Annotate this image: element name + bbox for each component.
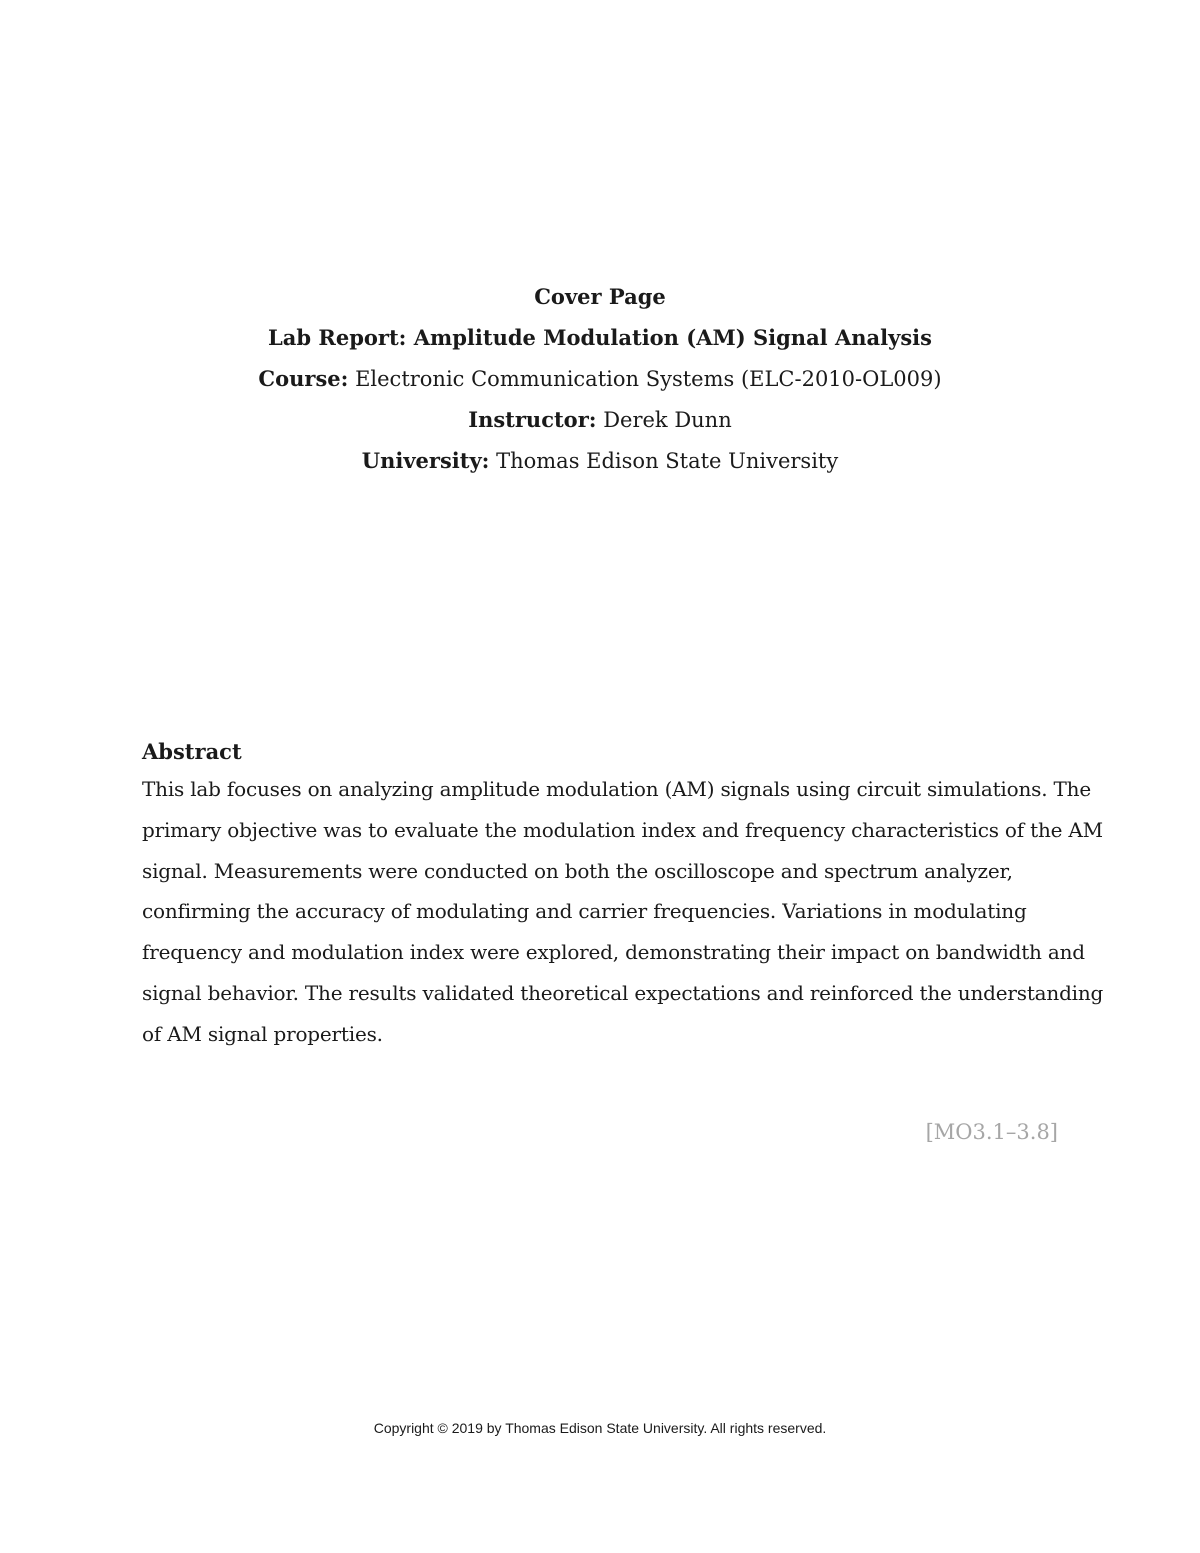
copyright-footer: Copyright © 2019 by Thomas Edison State University. All rights reserved. (373, 1420, 827, 1436)
abstract-body (142, 769, 1104, 1055)
abstract-line: signal behavior. The results validated theoretical expectations and reinforced the understanding (142, 980, 1104, 1005)
abstract-line: signal. Measurements were conducted on both the oscilloscope and spectrum analyzer, (142, 858, 1013, 883)
cover-title: Cover Page (534, 284, 666, 309)
abstract-heading: Abstract (142, 739, 242, 764)
instructor-label: Instructor: (468, 407, 597, 432)
university-line (0, 440, 1200, 481)
instructor-value: Derek Dunn (596, 408, 732, 432)
instructor-line (0, 399, 1200, 440)
university-label: University: (361, 448, 490, 473)
abstract-line: frequency and modulation index were explored, demonstrating their impact on bandwidth and (142, 940, 1085, 965)
course-value: Electronic Communication Systems (ELC-2010-OL009) (348, 367, 942, 391)
university-value: Thomas Edison State University (489, 449, 839, 473)
abstract-line: primary objective was to evaluate the modulation index and frequency characteristics of the AM (142, 817, 1103, 842)
abstract-line: This lab focuses on analyzing amplitude modulation (AM) signals using circuit simulations. The (142, 777, 1091, 801)
abstract-section (142, 735, 1104, 1055)
abstract-line: confirming the accuracy of modulating and carrier frequencies. Variations in modulating (142, 899, 1027, 924)
abstract-line: of AM signal properties. (142, 1021, 383, 1046)
course-line (0, 358, 1200, 399)
module-outcome-reference: [MO3.1–3.8] (925, 1120, 1058, 1144)
cover-section (0, 276, 1200, 481)
course-label: Course: (258, 366, 349, 391)
report-title: Lab Report: Amplitude Modulation (AM) Signal Analysis (268, 325, 932, 350)
